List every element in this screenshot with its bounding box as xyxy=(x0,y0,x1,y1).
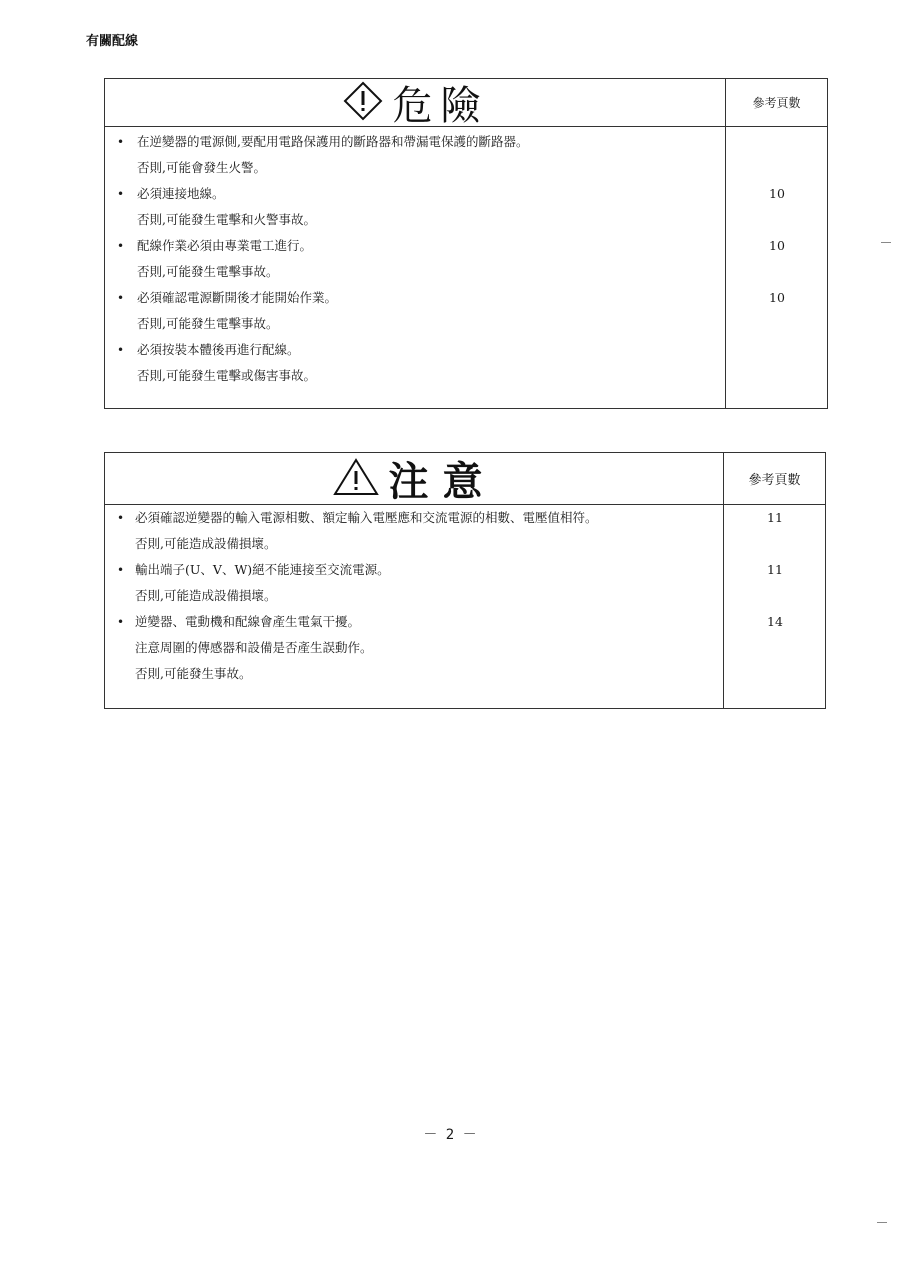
warning-consequence: 否則,可能發生電擊事故。 xyxy=(137,316,279,331)
caution-title-cell xyxy=(105,453,724,505)
caution-box xyxy=(104,452,826,709)
ref-column-divider xyxy=(725,79,726,408)
warning-item: 必須確認逆變器的輸入電源相數、額定輸入電壓應和交流電源的相數、電壓值相符。 xyxy=(135,510,598,525)
warning-item: 必須按裝本體後再進行配線。 xyxy=(137,342,300,357)
bullet-icon: • xyxy=(117,291,125,305)
reference-page: 11 xyxy=(767,510,783,525)
reference-page: 10 xyxy=(769,290,785,305)
bullet-icon: • xyxy=(117,511,125,525)
bullet-icon: • xyxy=(117,615,125,629)
danger-box xyxy=(104,78,828,409)
reference-page: 14 xyxy=(767,614,783,629)
warning-consequence: 否則,可能發生電擊事故。 xyxy=(137,264,279,279)
caution-title: 注意 xyxy=(388,459,497,505)
page-number: － 2 － xyxy=(423,1127,477,1143)
warning-triangle-icon xyxy=(333,457,379,501)
reference-page: 10 xyxy=(769,238,785,253)
scan-mark xyxy=(877,1222,887,1223)
warning-consequence: 否則,可能發生事故。 xyxy=(135,666,252,681)
warning-item: 配線作業必須由專業電工進行。 xyxy=(137,238,313,253)
warning-item: 輸出端子(U、V、W)絕不能連接至交流電源。 xyxy=(135,562,390,577)
bullet-icon: • xyxy=(117,343,125,357)
warning-consequence: 否則,可能造成設備損壞。 xyxy=(135,536,277,551)
bullet-icon: • xyxy=(117,135,125,149)
warning-item: 必須確認電源斷開後才能開始作業。 xyxy=(137,290,338,305)
warning-consequence: 否則,可能發生電擊或傷害事故。 xyxy=(137,368,316,383)
exclamation-diamond-icon xyxy=(343,81,383,125)
danger-title-cell xyxy=(105,79,726,127)
warning-item: 必須連接地線。 xyxy=(137,186,225,201)
warning-consequence: 否則,可能造成設備損壞。 xyxy=(135,588,277,603)
ref-header: 參考頁數 xyxy=(724,453,825,505)
bullet-icon: • xyxy=(117,239,125,253)
warning-consequence: 注意周圍的傳感器和設備是否產生誤動作。 xyxy=(135,640,373,655)
bullet-icon: • xyxy=(117,187,125,201)
page-title: 有關配線 xyxy=(86,34,139,49)
bullet-icon: • xyxy=(117,563,125,577)
warning-item: 逆變器、電動機和配線會產生電氣干擾。 xyxy=(135,614,361,629)
warning-consequence: 否則,可能會發生火警。 xyxy=(137,160,266,175)
reference-page: 10 xyxy=(769,186,785,201)
warning-consequence: 否則,可能發生電擊和火警事故。 xyxy=(137,212,316,227)
scan-mark xyxy=(881,242,891,243)
reference-page: 11 xyxy=(767,562,783,577)
warning-item: 在逆變器的電源側,要配用電路保護用的斷路器和帶漏電保護的斷路器。 xyxy=(137,134,529,149)
danger-title: 危險 xyxy=(392,83,489,129)
ref-header: 參考頁數 xyxy=(726,79,827,127)
